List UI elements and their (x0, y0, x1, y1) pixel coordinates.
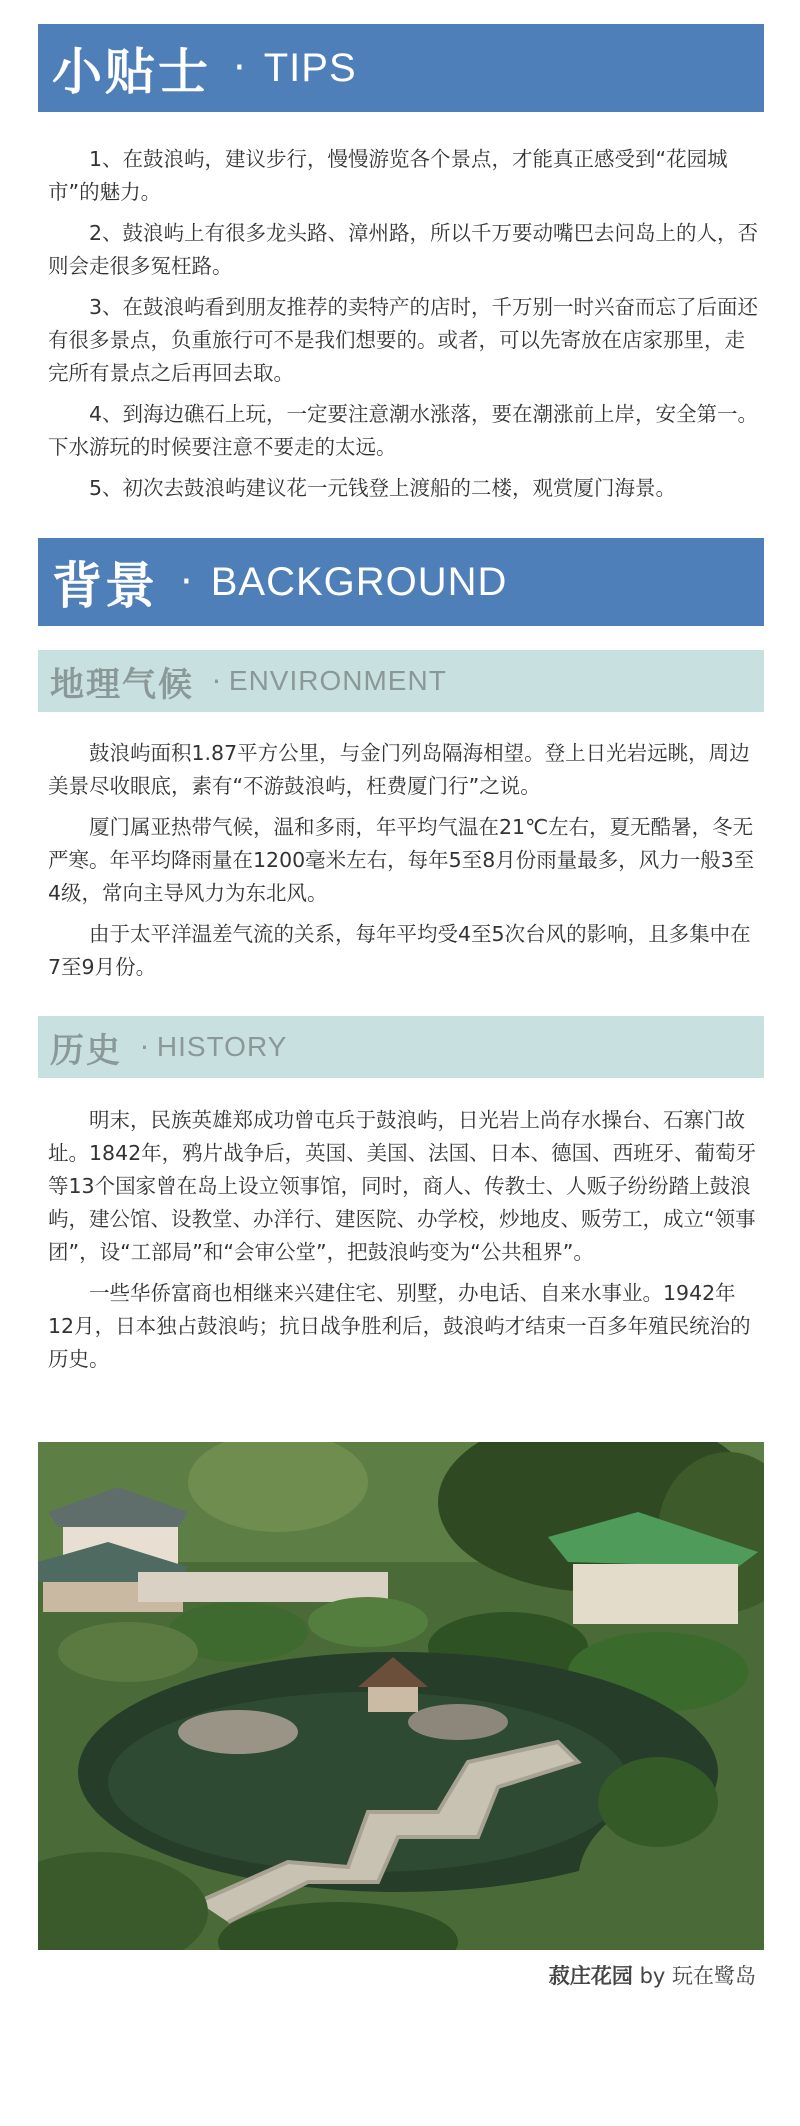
background-title-zh: 背景 (52, 557, 158, 615)
environment-paragraph: 由于太平洋温差气流的关系，每年平均受4至5次台风的影响，且多集中在7至9月份。 (48, 922, 751, 979)
tips-list (48, 143, 760, 513)
environment-separator: · (212, 664, 221, 698)
tips-title-zh: 小贴士 (52, 43, 211, 101)
tip-item: 4、到海边礁石上玩，一定要注意潮水涨落，要在潮涨前上岸，安全第一。下水游玩的时候要注意不要走的太远。 (48, 402, 759, 459)
history-header (38, 1016, 764, 1078)
environment-header (38, 650, 764, 712)
background-separator: · (180, 559, 193, 605)
background-title-en: BACKGROUND (210, 559, 508, 604)
tips-separator: · (233, 45, 246, 91)
environment-title-zh: 地理气候 (50, 664, 194, 705)
environment-paragraph: 鼓浪屿面积1.87平方公里，与金门列岛隔海相望。登上日光岩远眺，周边美景尽收眼底，素有“不游鼓浪屿，枉费厦门行”之说。 (48, 741, 750, 798)
environment-title-en: ENVIRONMENT (228, 665, 447, 696)
tip-item: 5、初次去鼓浪屿建议花一元钱登上渡船的二楼，观赏厦门海景。 (89, 476, 677, 500)
caption-credit: by 玩在鹭岛 (632, 1964, 756, 1988)
history-text (48, 1104, 760, 1384)
tips-title-en: TIPS (263, 45, 357, 90)
tip-item: 1、在鼓浪屿，建议步行，慢慢游览各个景点，才能真正感受到“花园城市”的魅力。 (48, 147, 728, 204)
environment-text (48, 737, 760, 992)
history-title-en: HISTORY (156, 1031, 288, 1062)
caption-place: 菽庄花园 (548, 1964, 633, 1988)
history-paragraph: 一些华侨富商也相继来兴建住宅、别墅，办电话、自来水事业。1942年12月，日本独占鼓浪屿；抗日战争胜利后，鼓浪屿才结束一百多年殖民统治的历史。 (48, 1281, 751, 1371)
tips-header (38, 24, 764, 112)
garden-photo (38, 1442, 764, 1950)
history-separator: · (140, 1030, 149, 1064)
history-title-zh: 历史 (50, 1030, 122, 1071)
history-paragraph: 明末，民族英雄郑成功曾屯兵于鼓浪屿，日光岩上尚存水操台、石寨门故址。1842年，鸦片战争后，英国、美国、法国、日本、德国、西班牙、葡萄牙等13个国家曾在岛上设立领事馆，同时，商人、传教士、人贩子纷纷踏上鼓浪屿，建公馆、设教堂、办洋行、建医院、办学校，炒地皮、贩劳工，成立“领事团”，设“工部局”和“会审公堂”，把鼓浪屿变为“公共租界”。 (48, 1108, 757, 1264)
tip-item: 3、在鼓浪屿看到朋友推荐的卖特产的店时，千万别一时兴奋而忘了后面还有很多景点，负重旅行可不是我们想要的。或者，可以先寄放在店家那里，走完所有景点之后再回去取。 (48, 295, 759, 385)
tip-item: 2、鼓浪屿上有很多龙头路、漳州路，所以千万要动嘴巴去问岛上的人，否则会走很多冤枉路。 (48, 221, 759, 278)
environment-paragraph: 厦门属亚热带气候，温和多雨，年平均气温在21℃左右，夏无酷暑，冬无严寒。年平均降雨量在1200毫米左右，每年5至8月份雨量最多，风力一般3至4级，常向主导风力为东北风。 (48, 815, 755, 905)
photo-caption (549, 1960, 756, 1990)
background-header (38, 538, 764, 626)
